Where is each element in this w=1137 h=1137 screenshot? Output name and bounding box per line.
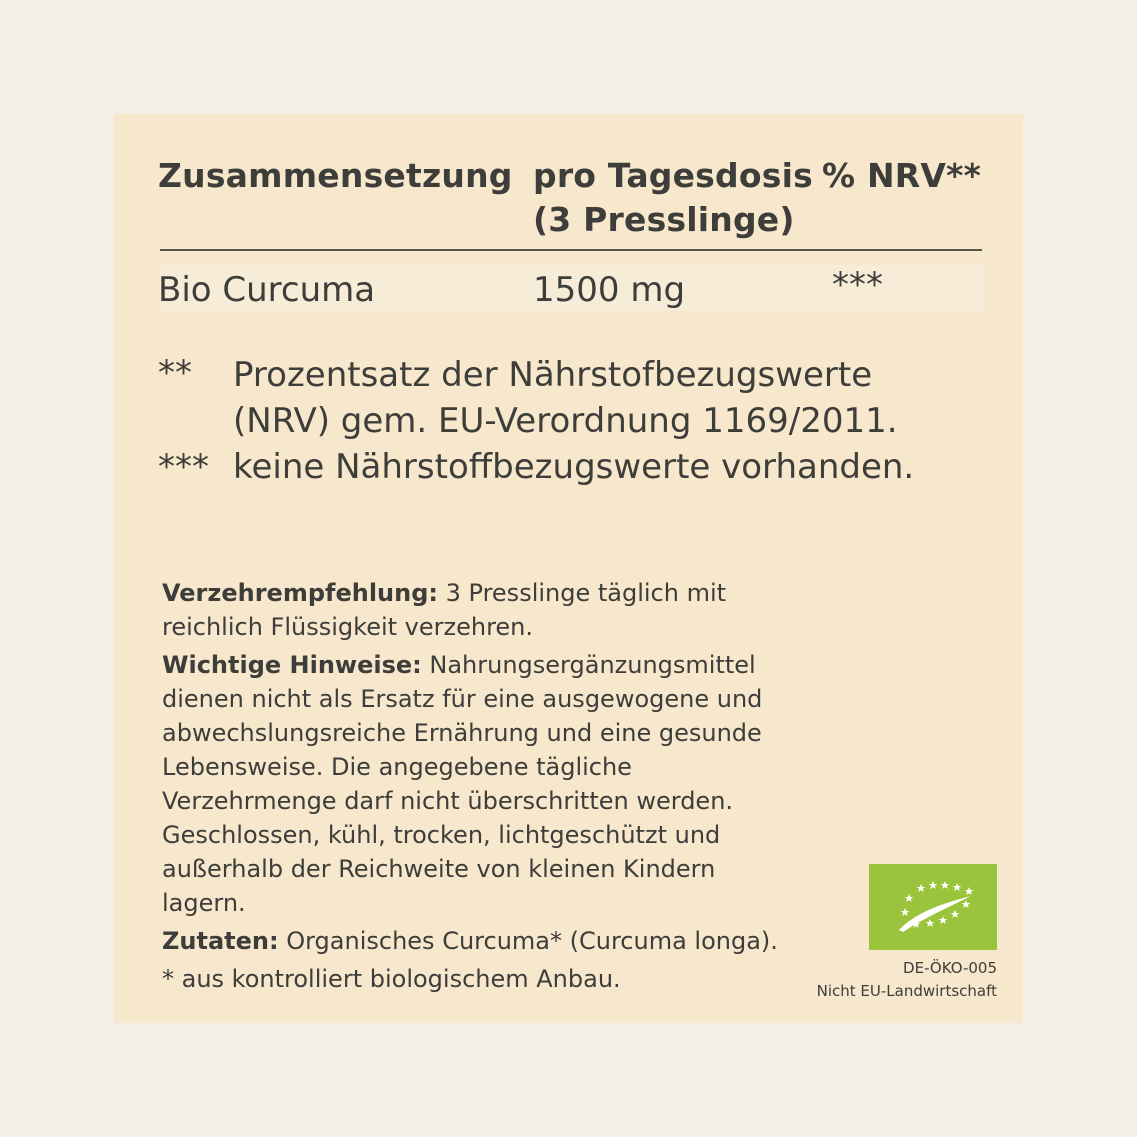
notes-paragraph [162, 648, 792, 920]
ingredients-paragraph [162, 924, 792, 958]
eu-organic-leaf-icon-svg [869, 864, 997, 950]
header-daily-dose-line2: (3 Presslinge) [533, 200, 795, 239]
header-composition: Zusammensetzung [158, 156, 513, 195]
recommendation-label: Verzehrempfehlung: [162, 579, 438, 607]
table-divider [160, 249, 982, 251]
header-nrv: % NRV** [822, 156, 982, 195]
organic-control-code: DE-ÖKO-005 [903, 959, 997, 977]
recommendation-text: 3 Presslinge täglich mit reichlich Flüssigkeit verzehren. [162, 579, 727, 641]
product-info-block [162, 576, 792, 1000]
eu-organic-leaf-icon [869, 864, 997, 950]
footnote-mark-double: ** [158, 353, 192, 393]
footnote-text-nrv [233, 352, 933, 444]
notes-text: Nahrungsergänzungsmittel dienen nicht als Ersatz für eine ausgewogene und abwechslungsreiche Ernährung und eine gesunde Lebensweise. Die angegebene tägliche Verzehrmenge darf nicht überschritten werden. Geschlossen, kühl, trocken, lichtgeschützt und außerhalb der Reichweite von kleinen Kindern lagern. [162, 651, 763, 917]
header-daily-dose-line1: pro Tagesdosis [533, 156, 813, 195]
notes-label: Wichtige Hinweise: [162, 651, 422, 679]
footnote-text-nrv-line1: Prozentsatz der Nährstofbezugswerte [233, 355, 873, 395]
recommendation-paragraph [162, 576, 792, 644]
organic-note: * aus kontrolliert biologischem Anbau. [162, 965, 621, 993]
footnote-text-nrv-line2: (NRV) gem. EU-Verordnung 1169/2011. [233, 401, 898, 441]
row-ingredient-nrv: *** [832, 265, 883, 305]
row-ingredient-amount: 1500 mg [533, 270, 686, 310]
row-ingredient-name: Bio Curcuma [158, 270, 376, 310]
footnote-mark-triple: *** [158, 447, 209, 487]
agriculture-origin: Nicht EU-Landwirtschaft [816, 982, 997, 1000]
header-daily-dose [533, 154, 813, 242]
ingredients-label: Zutaten: [162, 927, 279, 955]
footnote-text-no-nrv: keine Nährstoffbezugswerte vorhanden. [233, 447, 915, 487]
ingredients-text: Organisches Curcuma* (Curcuma longa). [278, 927, 778, 955]
